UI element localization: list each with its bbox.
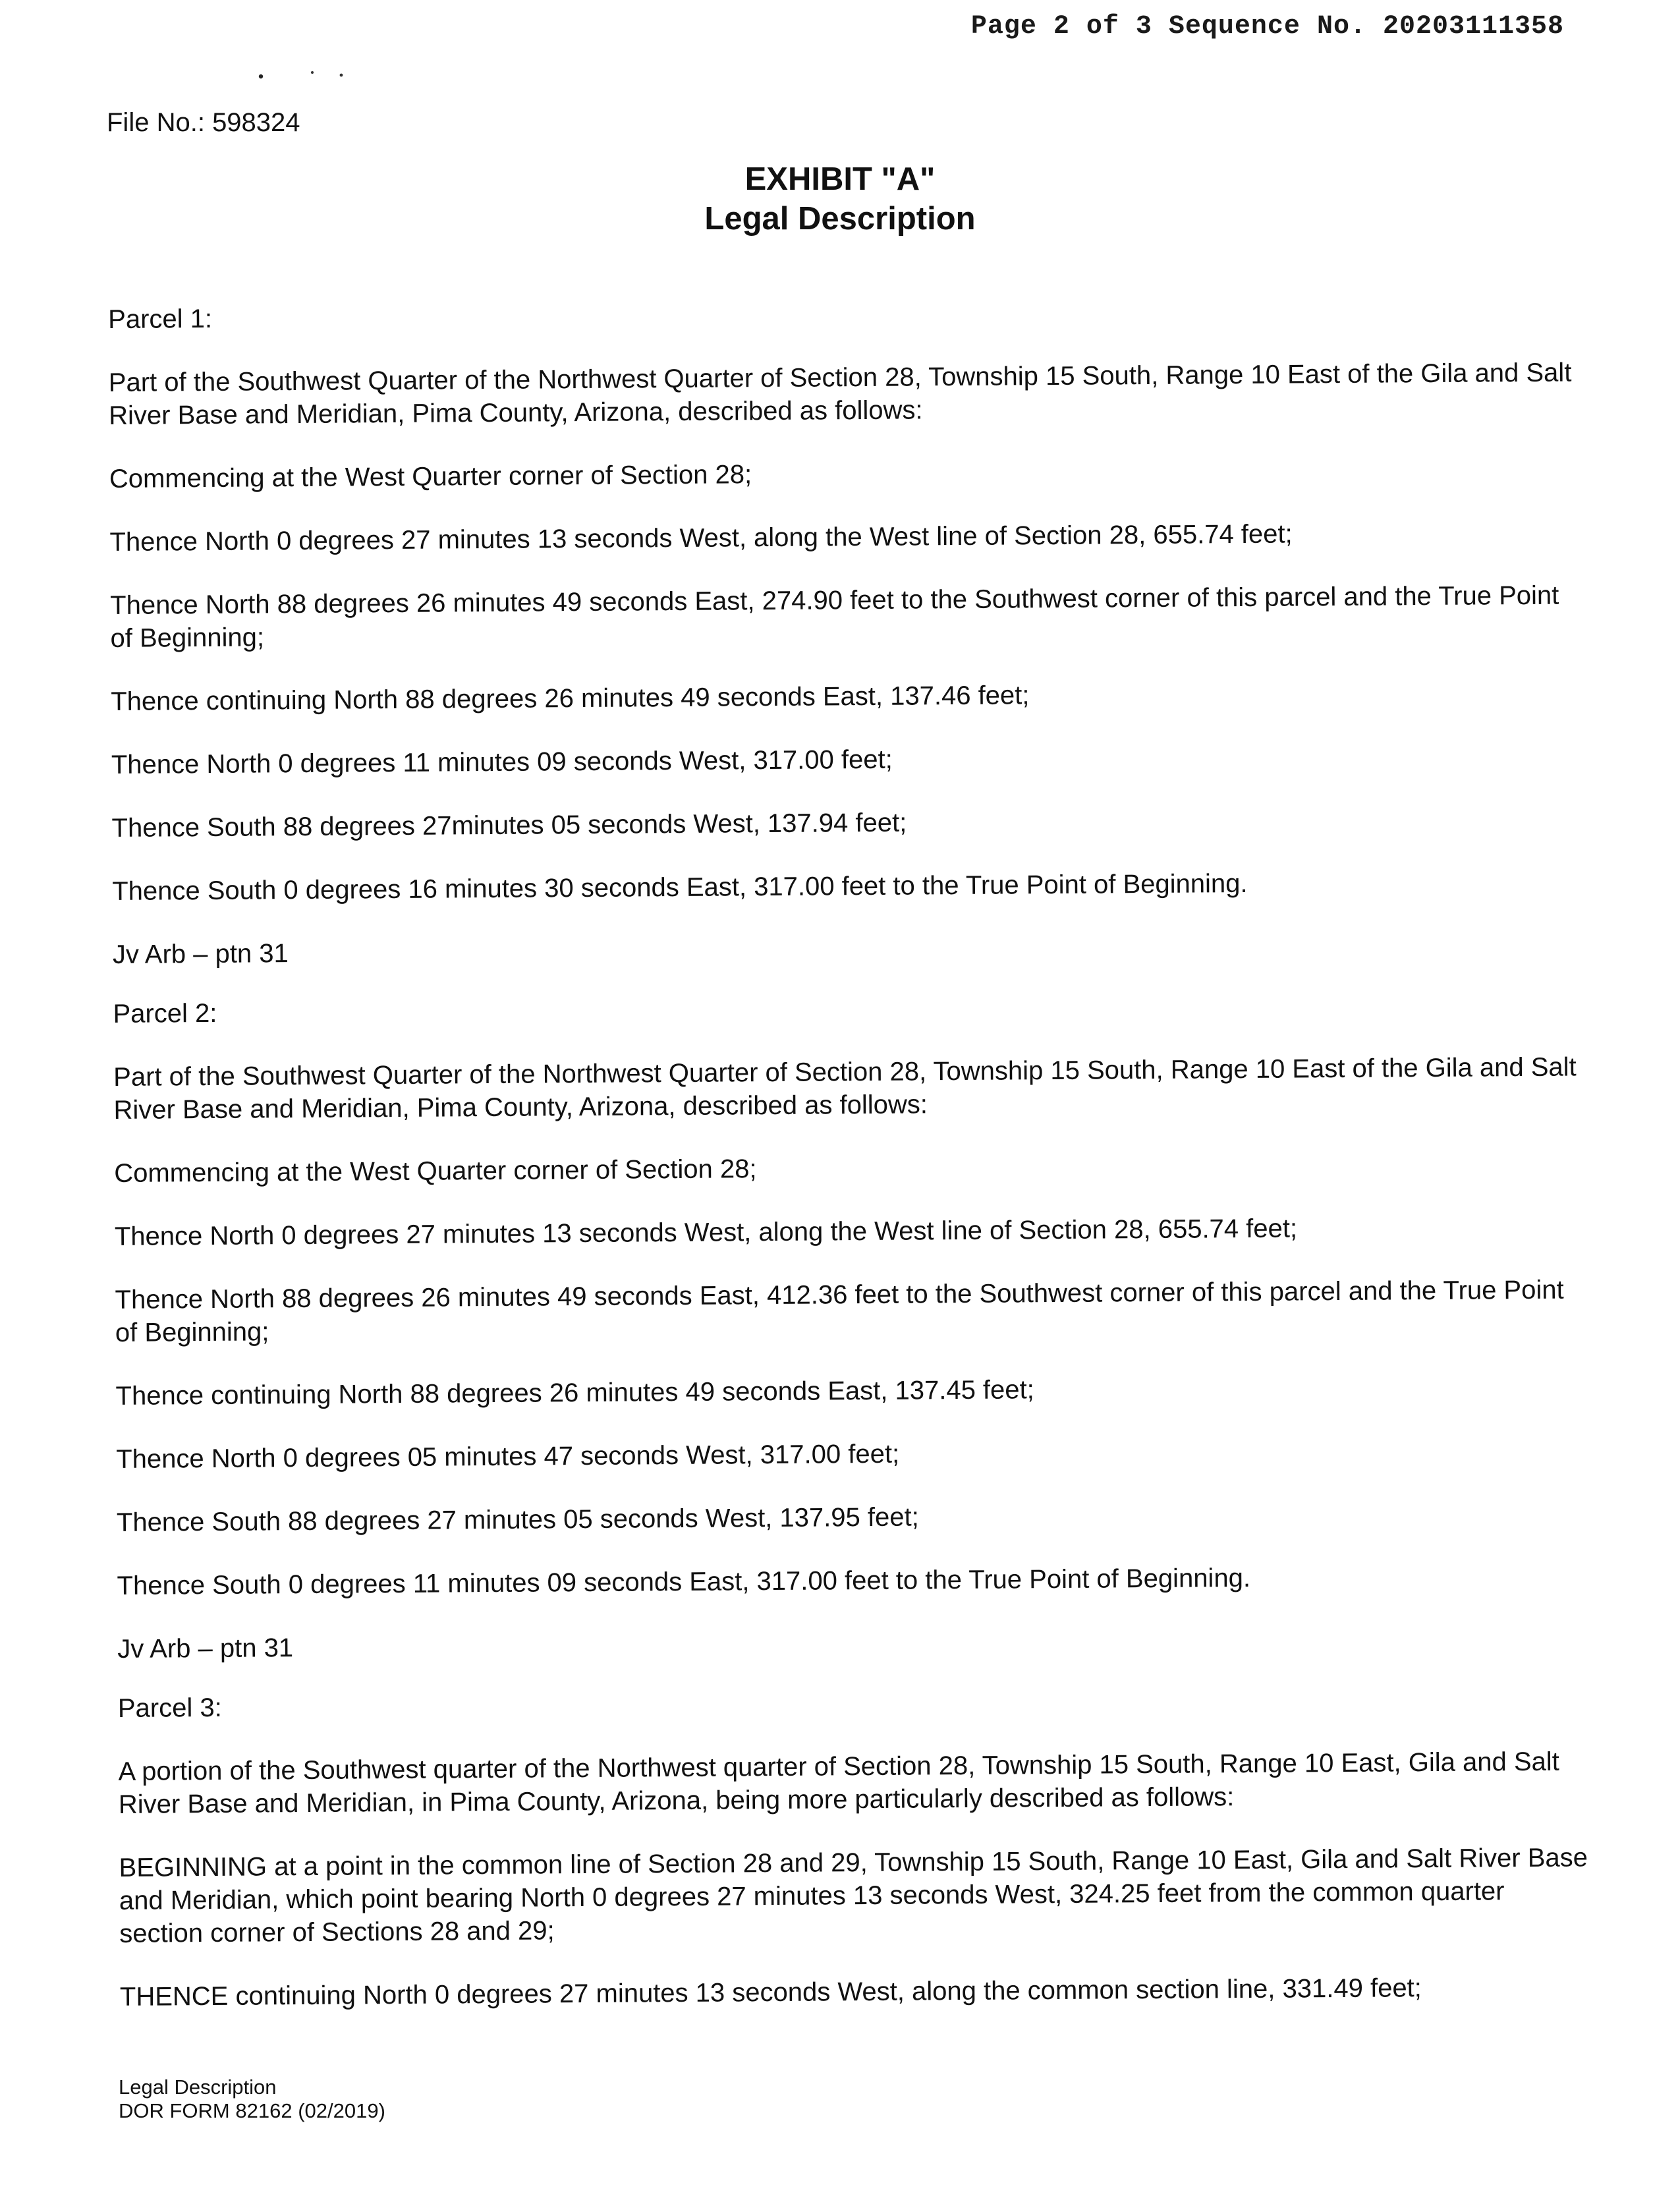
parcel-paragraph: Thence North 0 degrees 27 minutes 13 seconds West, along the West line of Section 28, 655.74 feet; — [109, 519, 1293, 557]
parcel-paragraph: Thence North 88 degrees 26 minutes 49 seconds East, 274.90 feet to the Southwest corner of this parcel and the True Point of Beginning; — [110, 580, 1559, 653]
file-number-value: 598324 — [212, 108, 300, 137]
parcel-heading: Parcel 1: — [108, 304, 213, 334]
exhibit-title-block — [0, 159, 1680, 239]
parcel-paragraph: Thence North 0 degrees 05 minutes 47 seconds West, 317.00 feet; — [116, 1439, 900, 1474]
parcel-reference: Jv Arb – ptn 31 — [112, 939, 289, 969]
parcel-section — [113, 987, 1588, 1666]
parcel-paragraph: Commencing at the West Quarter corner of Section 28; — [109, 460, 752, 494]
parcel-section — [118, 1681, 1590, 2014]
parcel-section — [108, 293, 1583, 971]
parcel-paragraph: Thence North 88 degrees 26 minutes 49 seconds East, 412.36 feet to the Southwest corner of this parcel and the True Point of Beginning; — [115, 1275, 1564, 1347]
exhibit-title: EXHIBIT "A" — [744, 161, 936, 197]
recording-sequence-header: Page 2 of 3 Sequence No. 20203111358 — [970, 12, 1564, 42]
parcel-paragraph: Part of the Southwest Quarter of the Northwest Quarter of Section 28, Township 15 South, Range 10 East of the Gila and Salt River Base and Meridian, Pima County, Arizona, described as follows: — [113, 1052, 1577, 1125]
exhibit-subtitle: Legal Description — [704, 201, 976, 237]
parcel-paragraph: Commencing at the West Quarter corner of Section 28; — [114, 1154, 757, 1188]
parcel-heading: Parcel 2: — [113, 998, 217, 1029]
parcel-paragraph: Part of the Southwest Quarter of the Northwest Quarter of Section 28, Township 15 South, Range 10 East of the Gila and Salt River Base and Meridian, Pima County, Arizona, described as follows: — [108, 358, 1572, 430]
parcel-paragraph: Thence South 0 degrees 16 minutes 30 seconds East, 317.00 feet to the True Point of Beginning. — [112, 868, 1248, 906]
parcel-paragraph: Thence South 88 degrees 27 minutes 05 seconds West, 137.95 feet; — [116, 1502, 919, 1537]
footer-form-title: Legal Description — [119, 2075, 277, 2099]
footer-form-number: DOR FORM 82162 (02/2019) — [119, 2099, 385, 2122]
parcel-paragraph: Thence South 88 degrees 27minutes 05 seconds West, 137.94 feet; — [111, 808, 907, 843]
legal-description-body — [108, 293, 1590, 2044]
parcel-paragraph: BEGINNING at a point in the common line of Section 28 and 29, Township 15 South, Range 10 East, Gila and Salt River Base and Meridian, which point bearing North 0 degrees 27 minutes 13 seconds West, 324.25 feet from the common quarter section corner of Sections 28 and 29; — [119, 1843, 1588, 1948]
parcel-reference: Jv Arb – ptn 31 — [117, 1633, 294, 1664]
parcel-paragraph: A portion of the Southwest quarter of the Northwest quarter of Section 28, Township 15 South, Range 10 East, Gila and Salt River Base and Meridian, in Pima County, Arizona, being more particularly described as follows: — [118, 1747, 1559, 1819]
parcel-paragraph: Thence North 0 degrees 11 minutes 09 seconds West, 317.00 feet; — [111, 745, 893, 779]
file-number-line — [107, 108, 300, 138]
parcel-paragraph: Thence continuing North 88 degrees 26 minutes 49 seconds East, 137.46 feet; — [111, 681, 1030, 716]
form-footer — [119, 2075, 385, 2123]
scan-specks — [258, 69, 350, 82]
parcel-paragraph: Thence South 0 degrees 11 minutes 09 seconds East, 317.00 feet to the True Point of Beginning. — [117, 1563, 1251, 1600]
parcel-paragraph: THENCE continuing North 0 degrees 27 minutes 13 seconds West, along the common section line, 331.49 feet; — [119, 1973, 1422, 2012]
parcel-paragraph: Thence continuing North 88 degrees 26 minutes 49 seconds East, 137.45 feet; — [115, 1375, 1034, 1411]
parcel-heading: Parcel 3: — [117, 1693, 222, 1723]
file-number-label: File No.: — [107, 108, 205, 137]
parcel-paragraph: Thence North 0 degrees 27 minutes 13 seconds West, along the West line of Section 28, 655.74 feet; — [114, 1214, 1298, 1251]
